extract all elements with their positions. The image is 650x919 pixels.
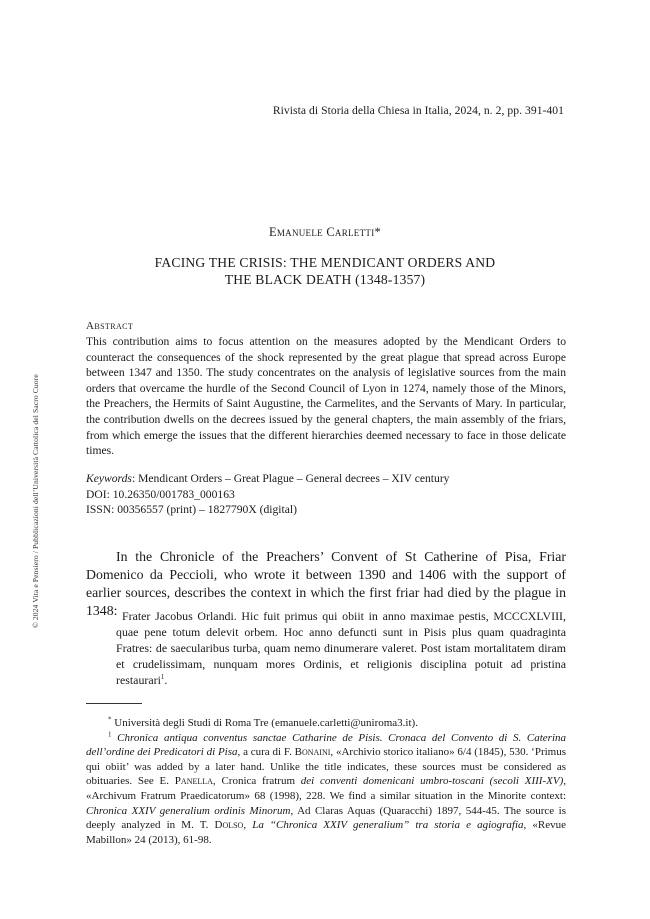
title-line-2: THE BLACK DEATH (1348-1357) bbox=[224, 272, 426, 287]
footnote-author: * Università degli Studi di Roma Tre (emanuele.carletti@uniroma3.it). bbox=[108, 715, 418, 729]
footnote-separator bbox=[86, 703, 142, 704]
copyright-sidebar: © 2024 Vita e Pensiero / Pubblicazioni dell’Università Cattolica del Sacro Cuore bbox=[31, 374, 40, 628]
journal-citation: Rivista di Storia della Chiesa in Italia, 2024, n. 2, pp. 391-401 bbox=[272, 104, 564, 117]
article-metadata bbox=[86, 471, 449, 518]
footnote-ref-1: 1 bbox=[160, 673, 165, 682]
keywords-label: Keywords bbox=[86, 472, 132, 485]
doi: DOI: 10.26350/001783_000163 bbox=[86, 487, 235, 501]
issn: ISSN: 00356557 (print) – 1827790X (digital) bbox=[86, 503, 297, 517]
author-name: Emanuele Carletti* bbox=[268, 225, 381, 239]
article-title bbox=[0, 254, 650, 288]
title-line-1: FACING THE CRISIS: THE MENDICANT ORDERS AND bbox=[154, 255, 496, 270]
author-footnote-mark: * bbox=[374, 225, 381, 239]
keywords: Keywords: Mendicant Orders – Great Plague – General decrees – XIV century bbox=[86, 472, 450, 485]
body-paragraph: In the Chronicle of the Preachers’ Convent of St Catherine of Pisa, Friar Domenico da Peccioli, who wrote it between 1390 and 1406 with the support of earlier sources, describes the context in which the first friar had died by the plague in 1348: bbox=[86, 549, 566, 618]
abstract-text: This contribution aims to focus attention on the measures adopted by the Mendicant Orders to counteract the consequences of the shock represented by the great plague that spread across Europe between 1347 and 1350. The study concentrates on the analysis of legislative sources from the main orders that overcame the hurdle of the Second Council of Lyon in 1274, namely those of the Minors, the Preachers, the Hermits of Saint Augustine, the Carmelites, and the Servants of Mary. In particular, the contribution dwells on the decrees issued by the general chapters, the main assembly of the friars, from which emerge the issues that the different hierarchies deemed necessary to face in those delicate times. bbox=[86, 335, 566, 458]
block-quote: Frater Jacobus Orlandi. Hic fuit primus qui obiit in anno maximae pestis, MCCCXLVIII, quae pene totum delevit orbem. Hoc anno defuncti sunt in Pisis plus quam quadraginta Fratres: de saecularibus turba, quam nemo dinumerare valeret. Post istam mortalitatem diram et crudelissimam, nunquam mores Ordinis, et religionis disciplina potuit ad pristina restaurari$^1$. bbox=[116, 609, 566, 687]
footnote-1: $^1$ Chronica antiqua conventus sanctae Catharine de Pisis. Cronaca del Convento di S. Caterina dell’ordine dei Predicatori di Pisa, a cura di F. Bonaini, «Archivio storico italiano» 6/4 (1845), 530. ‘Primus qui obiit’ was added by a later hand. Unlike the title indicates, these sources must be considered as obituaries. See E. Panella, Cronica fratrum dei conventi domenicani umbro-toscani (secoli XIII-XV), «Archivum Fratrum Praedicatorum» 68 (1998), 228. We find a similar situation in the Minorite context: Chronica XXIV generalium ordinis Minorum, Ad Claras Aquas (Quaracchi) 1897, 544-45. The source is deeply analyzed in M. T. Dolso, La “Chronica XXIV generalium” tra storia e agiografia, «Revue Mabillon» 24 (2013), 61-98. bbox=[86, 729, 567, 846]
abstract-heading: Abstract bbox=[86, 320, 134, 332]
footnotes bbox=[86, 716, 566, 847]
